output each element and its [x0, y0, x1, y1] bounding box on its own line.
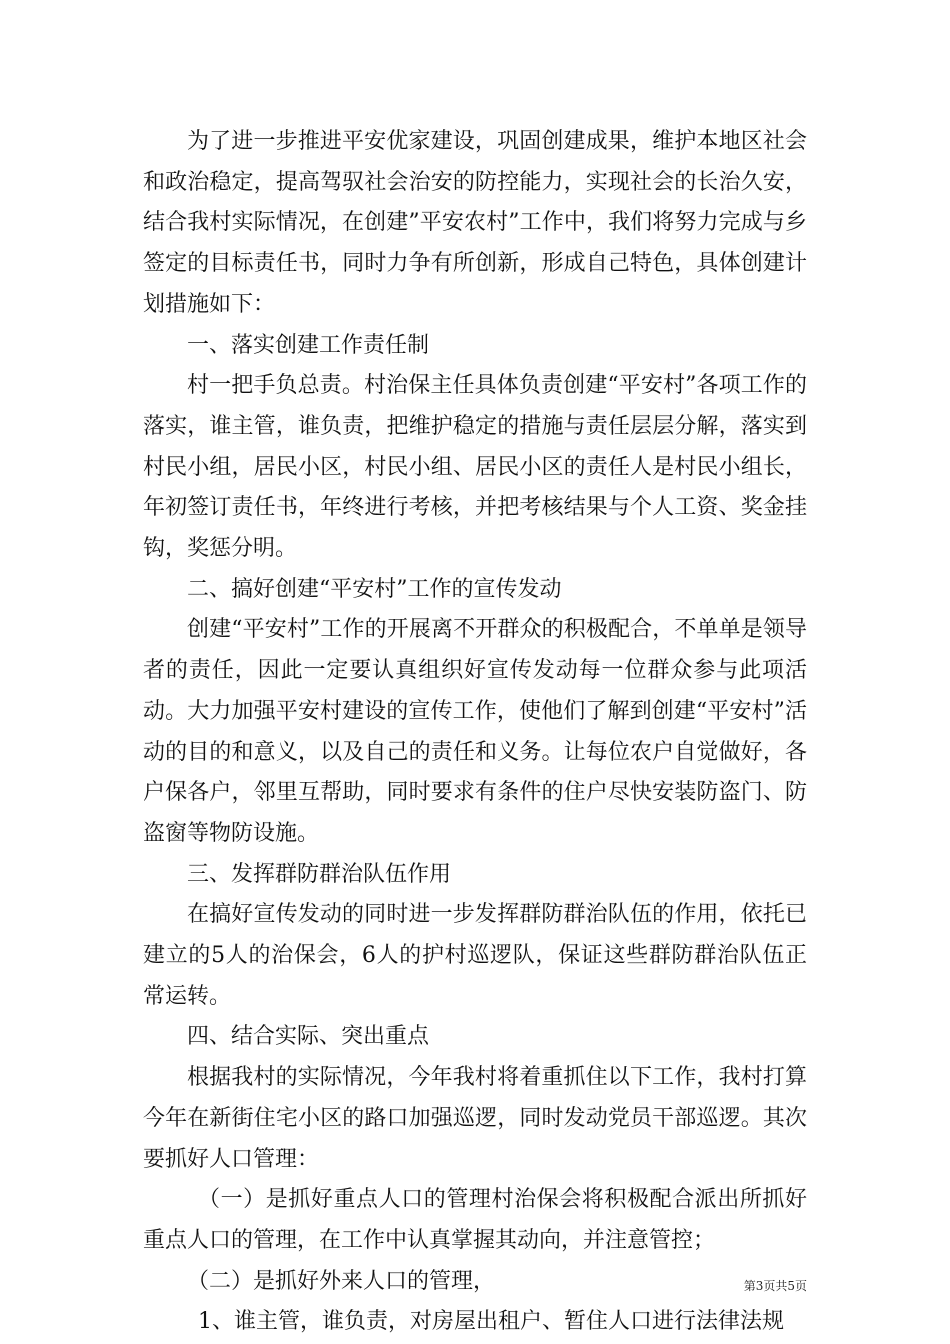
intro-paragraph: 为了进一步推进平安优家建设，巩固创建成果，维护本地区社会和政治稳定，提高驾驭社会治安的防控能力，实现社会的长治久安，结合我村实际情况，在创建”平安农村”工作中，我们将努力完成与乡签定的目标责任书，同时力争有所创新，形成自己特色，具体创建计划措施如下： — [143, 129, 807, 317]
sub-item-1-paragraph: （一）是抓好重点人口的管理村治保会将积极配合派出所抓好重点人口的管理，在工作中认真掌握其动向，并注意管控； — [143, 1187, 807, 1253]
section-1-paragraph: 村一把手负总责。村治保主任具体负责创建“平安村”各项工作的落实，谁主管，谁负责，把维护稳定的措施与责任层层分解，落实到村民小组，居民小区，村民小组、居民小区的责任人是村民小组长，年初签订责任书，年终进行考核，并把考核结果与个人工资、奖金挂钩，奖惩分明。 — [143, 373, 807, 562]
page-number-footer: 第3页共5页 — [743, 1279, 807, 1293]
document-body — [143, 122, 807, 1343]
sub-item-2-paragraph: （二）是抓好外来人口的管理， — [187, 1268, 496, 1294]
section-3-paragraph: 在搞好宣传发动的同时进一步发挥群防群治队伍的作用，依托已建立的5人的治保会，6人的护村巡逻队，保证这些群防群治队伍正常运转。 — [143, 902, 807, 1009]
section-heading-2: 二、搞好创建“平安村”工作的宣传发动 — [187, 576, 562, 602]
section-4-paragraph: 根据我村的实际情况，今年我村将着重抓住以下工作，我村打算今年在新街住宅小区的路口加强巡逻，同时发动党员干部巡逻。其次要抓好人口管理： — [143, 1065, 807, 1172]
section-heading-1: 一、落实创建工作责任制 — [187, 332, 430, 358]
section-heading-3: 三、发挥群防群治队伍作用 — [187, 861, 452, 887]
section-heading-4: 四、结合实际、突出重点 — [187, 1024, 430, 1050]
section-2-paragraph: 创建“平安村”工作的开展离不开群众的积极配合，不单单是领导者的责任，因此一定要认真组织好宣传发动每一位群众参与此项活动。大力加强平安村建设的宣传工作，使他们了解到创建“平安村”活动的目的和意义，以及自己的责任和义务。让每位农户自觉做好，各户保各户，邻里互帮助，同时要求有条件的住户尽快安装防盗门、防盗窗等物防设施。 — [143, 617, 807, 846]
numbered-item-1-paragraph: 1、谁主管，谁负责，对房屋出租户、暂住人口进行法律法规 — [198, 1309, 784, 1335]
